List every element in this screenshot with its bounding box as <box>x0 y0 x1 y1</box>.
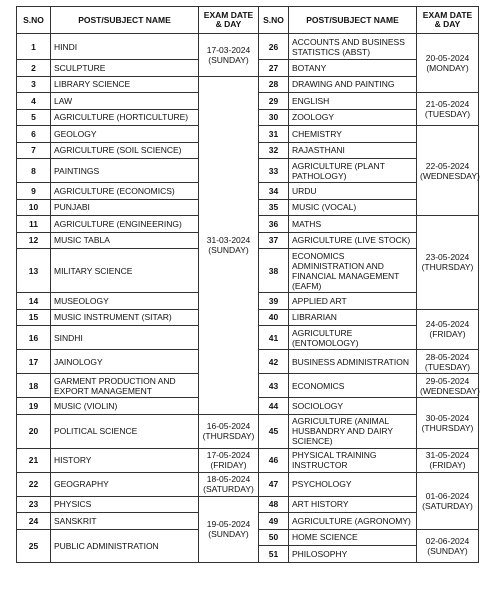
table-row <box>17 472 479 496</box>
table-row <box>17 76 479 93</box>
exam-date-cell <box>417 216 479 310</box>
serial-number: 36 <box>259 216 289 233</box>
serial-number: 25 <box>17 529 51 562</box>
exam-day: (SUNDAY) <box>208 54 249 65</box>
exam-date: 17-03-2024 <box>206 44 251 55</box>
table-row <box>17 34 479 60</box>
subject-name: POLITICAL SCIENCE <box>51 414 199 448</box>
exam-date: 02-06-2024 <box>425 535 470 546</box>
serial-number: 40 <box>259 309 289 326</box>
exam-day: (FRIDAY) <box>429 329 466 340</box>
subject-name: GARMENT PRODUCTION AND EXPORT MANAGEMENT <box>51 374 199 398</box>
exam-day: (THURSDAY) <box>421 262 474 273</box>
exam-date-header-line1: EXAM DATE <box>203 10 254 20</box>
serial-number: 14 <box>17 293 51 310</box>
exam-date-header-line1: EXAM DATE <box>422 10 473 20</box>
subject-name: GEOGRAPHY <box>51 472 199 496</box>
serial-number: 16 <box>17 326 51 350</box>
header-row <box>17 7 479 34</box>
exam-date: 31-03-2024 <box>206 235 251 245</box>
exam-date-cell <box>417 374 479 398</box>
serial-number: 29 <box>259 93 289 110</box>
table-row <box>17 414 479 448</box>
exam-date-header-line2: & DAY <box>434 19 461 29</box>
serial-number: 1 <box>17 34 51 60</box>
serial-number: 32 <box>259 142 289 159</box>
serial-number: 31 <box>259 126 289 143</box>
subject-name: DRAWING AND PAINTING <box>289 76 417 93</box>
subject-name: ECONOMICS ADMINISTRATION AND FINANCIAL MANAGEMENT (EAFM) <box>289 249 417 293</box>
serial-number: 42 <box>259 350 289 374</box>
sno-header: S.NO <box>259 7 289 34</box>
exam-date-cell <box>417 472 479 529</box>
exam-day: (TUESDAY) <box>424 361 471 372</box>
subject-name: MUSIC INSTRUMENT (SITAR) <box>51 309 199 326</box>
subject-name: AGRICULTURE (ANIMAL HUSBANDRY AND DAIRY SCIENCE) <box>289 414 417 448</box>
subject-name: PHILOSOPHY <box>289 546 417 563</box>
exam-date-cell <box>199 34 259 77</box>
serial-number: 11 <box>17 216 51 233</box>
serial-number: 28 <box>259 76 289 93</box>
subject-name: AGRICULTURE (ECONOMICS) <box>51 183 199 200</box>
serial-number: 49 <box>259 513 289 530</box>
serial-number: 13 <box>17 249 51 293</box>
subject-name: PUBLIC ADMINISTRATION <box>51 529 199 562</box>
subject-name: SOCIOLOGY <box>289 398 417 415</box>
exam-date-cell <box>199 414 259 448</box>
subject-name: HISTORY <box>51 448 199 472</box>
subject-name: BUSINESS ADMINISTRATION <box>289 350 417 374</box>
subject-name: MUSIC (VIOLIN) <box>51 398 199 415</box>
subject-name: MILITARY SCIENCE <box>51 249 199 293</box>
serial-number: 23 <box>17 496 51 513</box>
exam-date: 29-05-2024 <box>425 375 470 386</box>
serial-number: 24 <box>17 513 51 530</box>
exam-date: 18-05-2024 <box>206 474 251 484</box>
serial-number: 3 <box>17 76 51 93</box>
serial-number: 51 <box>259 546 289 563</box>
exam-day: (TUESDAY) <box>424 109 471 119</box>
serial-number: 46 <box>259 448 289 472</box>
exam-day: (SATURDAY) <box>422 500 473 511</box>
subject-name: ZOOLOGY <box>289 109 417 126</box>
serial-number: 45 <box>259 414 289 448</box>
exam-day: (FRIDAY) <box>210 460 247 470</box>
serial-number: 19 <box>17 398 51 415</box>
exam-day: (THURSDAY) <box>421 422 474 433</box>
exam-date: 23-05-2024 <box>425 252 470 263</box>
subject-name: JAINOLOGY <box>51 350 199 374</box>
subject-name: PHYSICS <box>51 496 199 513</box>
table-row <box>17 448 479 472</box>
serial-number: 6 <box>17 126 51 143</box>
subject-name: MUSEOLOGY <box>51 293 199 310</box>
exam-date: 17-05-2024 <box>206 450 251 460</box>
exam-date: 01-06-2024 <box>425 490 470 501</box>
sno-header: S.NO <box>17 7 51 34</box>
exam-date-cell <box>417 126 479 216</box>
exam-date: 20-05-2024 <box>425 53 470 63</box>
serial-number: 5 <box>17 109 51 126</box>
serial-number: 9 <box>17 183 51 200</box>
subject-name: LAW <box>51 93 199 110</box>
exam-day: (SUNDAY) <box>208 245 249 255</box>
serial-number: 17 <box>17 350 51 374</box>
exam-date: 28-05-2024 <box>425 351 470 362</box>
exam-day: (SATURDAY) <box>203 484 254 494</box>
exam-date: 31-05-2024 <box>425 450 470 460</box>
serial-number: 47 <box>259 472 289 496</box>
subject-name: APPLIED ART <box>289 293 417 310</box>
serial-number: 38 <box>259 249 289 293</box>
serial-number: 26 <box>259 34 289 60</box>
serial-number: 41 <box>259 326 289 350</box>
serial-number: 43 <box>259 374 289 398</box>
serial-number: 48 <box>259 496 289 513</box>
serial-number: 2 <box>17 60 51 77</box>
subject-name: PSYCHOLOGY <box>289 472 417 496</box>
subject-name: LIBRARY SCIENCE <box>51 76 199 93</box>
exam-date-cell <box>417 398 479 449</box>
exam-date-cell <box>417 309 479 350</box>
subject-name: AGRICULTURE (LIVE STOCK) <box>289 232 417 249</box>
schedule-body <box>17 34 479 563</box>
subject-name: ACCOUNTS AND BUSINESS STATISTICS (ABST) <box>289 34 417 60</box>
exam-date-cell <box>199 76 259 414</box>
subject-name: AGRICULTURE (AGRONOMY) <box>289 513 417 530</box>
subject-name: ENGLISH <box>289 93 417 110</box>
exam-day: (MONDAY) <box>426 63 469 73</box>
subject-name: URDU <box>289 183 417 200</box>
exam-day: (SUNDAY) <box>427 545 468 556</box>
serial-number: 22 <box>17 472 51 496</box>
serial-number: 27 <box>259 60 289 77</box>
serial-number: 39 <box>259 293 289 310</box>
exam-date-header <box>417 7 479 34</box>
subject-name: AGRICULTURE (SOIL SCIENCE) <box>51 142 199 159</box>
subject-name: AGRICULTURE (ENGINEERING) <box>51 216 199 233</box>
subject-name: PUNJABI <box>51 199 199 216</box>
subject-name: SCULPTURE <box>51 60 199 77</box>
subject-name: ART HISTORY <box>289 496 417 513</box>
post-subject-header: POST/SUBJECT NAME <box>289 7 417 34</box>
serial-number: 12 <box>17 232 51 249</box>
exam-day: (FRIDAY) <box>429 460 466 470</box>
exam-day: (WEDNESDAY) <box>420 385 480 396</box>
exam-date-header-line2: & DAY <box>215 19 242 29</box>
subject-name: AGRICULTURE (PLANT PATHOLOGY) <box>289 159 417 183</box>
serial-number: 8 <box>17 159 51 183</box>
exam-date-cell <box>417 34 479 93</box>
post-subject-header: POST/SUBJECT NAME <box>51 7 199 34</box>
exam-day: (WEDNESDAY) <box>420 170 480 181</box>
subject-name: BOTANY <box>289 60 417 77</box>
exam-date-cell <box>417 529 479 562</box>
exam-date-cell <box>199 472 259 496</box>
exam-date-header <box>199 7 259 34</box>
serial-number: 34 <box>259 183 289 200</box>
exam-day: (THURSDAY) <box>202 431 255 441</box>
serial-number: 7 <box>17 142 51 159</box>
serial-number: 30 <box>259 109 289 126</box>
serial-number: 33 <box>259 159 289 183</box>
subject-name: CHEMISTRY <box>289 126 417 143</box>
exam-date: 21-05-2024 <box>425 99 470 109</box>
exam-date-cell <box>417 93 479 126</box>
subject-name: HINDI <box>51 34 199 60</box>
exam-date-cell <box>199 448 259 472</box>
serial-number: 21 <box>17 448 51 472</box>
subject-name: AGRICULTURE (HORTICULTURE) <box>51 109 199 126</box>
serial-number: 10 <box>17 199 51 216</box>
serial-number: 37 <box>259 232 289 249</box>
serial-number: 44 <box>259 398 289 415</box>
exam-date: 16-05-2024 <box>206 421 251 431</box>
subject-name: HOME SCIENCE <box>289 529 417 546</box>
table-row <box>17 496 479 513</box>
subject-name: MUSIC (VOCAL) <box>289 199 417 216</box>
exam-date: 19-05-2024 <box>206 519 251 529</box>
subject-name: GEOLOGY <box>51 126 199 143</box>
exam-date: 30-05-2024 <box>425 412 470 423</box>
subject-name: RAJASTHANI <box>289 142 417 159</box>
subject-name: LIBRARIAN <box>289 309 417 326</box>
exam-day: (SUNDAY) <box>208 529 249 539</box>
serial-number: 4 <box>17 93 51 110</box>
serial-number: 20 <box>17 414 51 448</box>
serial-number: 50 <box>259 529 289 546</box>
subject-name: MATHS <box>289 216 417 233</box>
exam-schedule-table <box>16 6 479 563</box>
subject-name: MUSIC TABLA <box>51 232 199 249</box>
exam-date-cell <box>417 448 479 472</box>
subject-name: PAINTINGS <box>51 159 199 183</box>
exam-date: 22-05-2024 <box>425 160 470 171</box>
subject-name: SINDHI <box>51 326 199 350</box>
exam-date-cell <box>417 350 479 374</box>
subject-name: SANSKRIT <box>51 513 199 530</box>
subject-name: ECONOMICS <box>289 374 417 398</box>
serial-number: 15 <box>17 309 51 326</box>
serial-number: 35 <box>259 199 289 216</box>
serial-number: 18 <box>17 374 51 398</box>
exam-date-cell <box>199 496 259 562</box>
subject-name: AGRICULTURE (ENTOMOLOGY) <box>289 326 417 350</box>
exam-date: 24-05-2024 <box>425 319 470 330</box>
subject-name: PHYSICAL TRAINING INSTRUCTOR <box>289 448 417 472</box>
